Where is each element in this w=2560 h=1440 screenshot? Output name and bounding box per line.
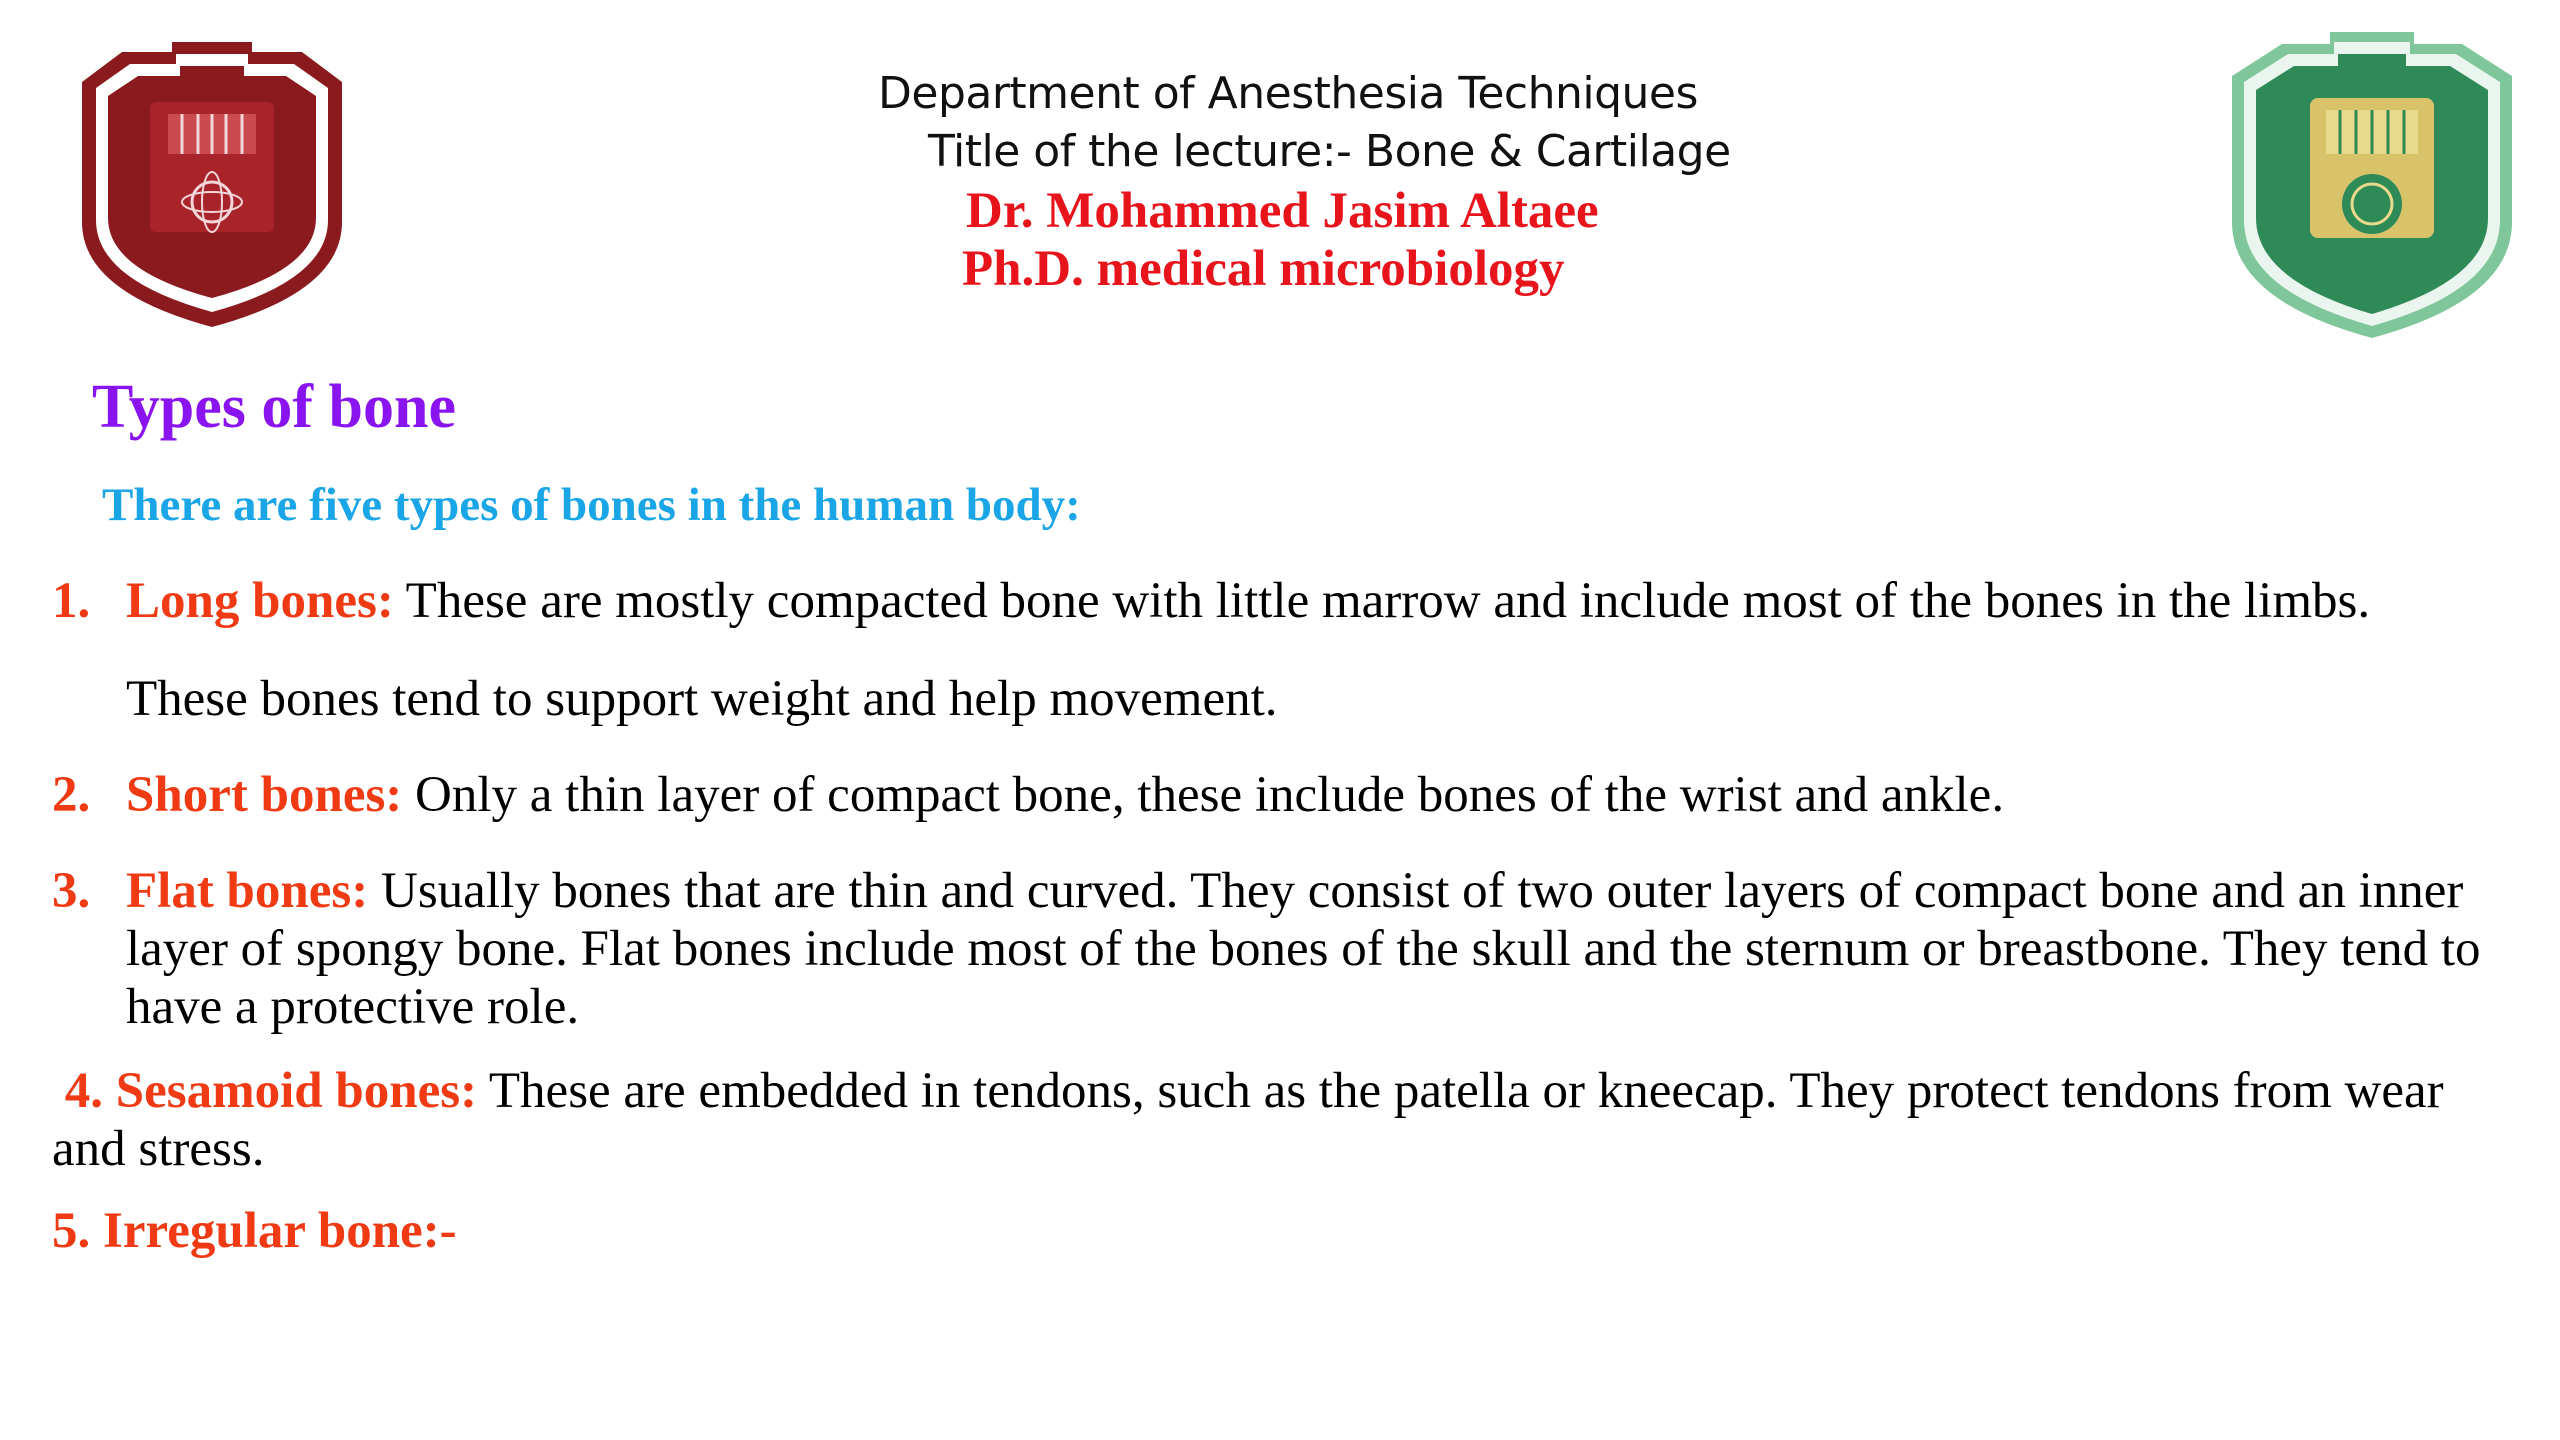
university-seal-icon <box>2222 32 2522 342</box>
item-number: 5. <box>52 1203 91 1259</box>
item-description: These are embedded in tendons, such as the patella or kneecap. They protect tendons from wear and stress. <box>52 1063 2444 1177</box>
department-name: Department of Anesthesia Techniques <box>878 68 1698 119</box>
lecture-title: Title of the lecture:- Bone & Cartilage <box>928 126 1731 177</box>
lecturer-name: Dr. Mohammed Jasim Altaee <box>966 183 1599 239</box>
item-number: 2. <box>52 767 91 823</box>
item-continuation: These bones tend to support weight and help movement. <box>126 671 1278 727</box>
college-logo-left <box>72 42 352 332</box>
intro-text: There are five types of bones in the human body: <box>102 479 1081 531</box>
list-item <box>52 862 2492 1036</box>
item-number: 3. <box>52 863 91 919</box>
list-item <box>52 1062 2492 1178</box>
item-description: Only a thin layer of compact bone, these include bones of the wrist and ankle. <box>415 767 2005 823</box>
item-term: Short bones: <box>126 767 403 823</box>
item-number: 1. <box>52 573 91 629</box>
item-description: Usually bones that are thin and curved. They consist of two outer layers of compact bone and an inner layer of spongy bone. Flat bones include most of the bones of the skull and the sternum or breastbone. They tend to have a protective role. <box>126 863 2481 1035</box>
item-term: Irregular bone:- <box>103 1203 457 1259</box>
item-description: These are mostly compacted bone with little marrow and include most of the bones in the limbs. <box>405 573 2371 629</box>
university-college-seal-icon <box>72 42 352 332</box>
list-item <box>52 1202 457 1260</box>
lecturer-degree: Ph.D. medical microbiology <box>962 241 1565 297</box>
item-number: 4. <box>64 1063 103 1119</box>
list-item <box>52 572 2370 630</box>
list-item <box>52 766 2004 824</box>
university-logo-right <box>2222 32 2522 342</box>
item-term: Sesamoid bones: <box>115 1063 478 1119</box>
item-term: Long bones: <box>126 573 394 629</box>
item-term: Flat bones: <box>126 863 369 919</box>
section-title: Types of bone <box>92 373 457 441</box>
